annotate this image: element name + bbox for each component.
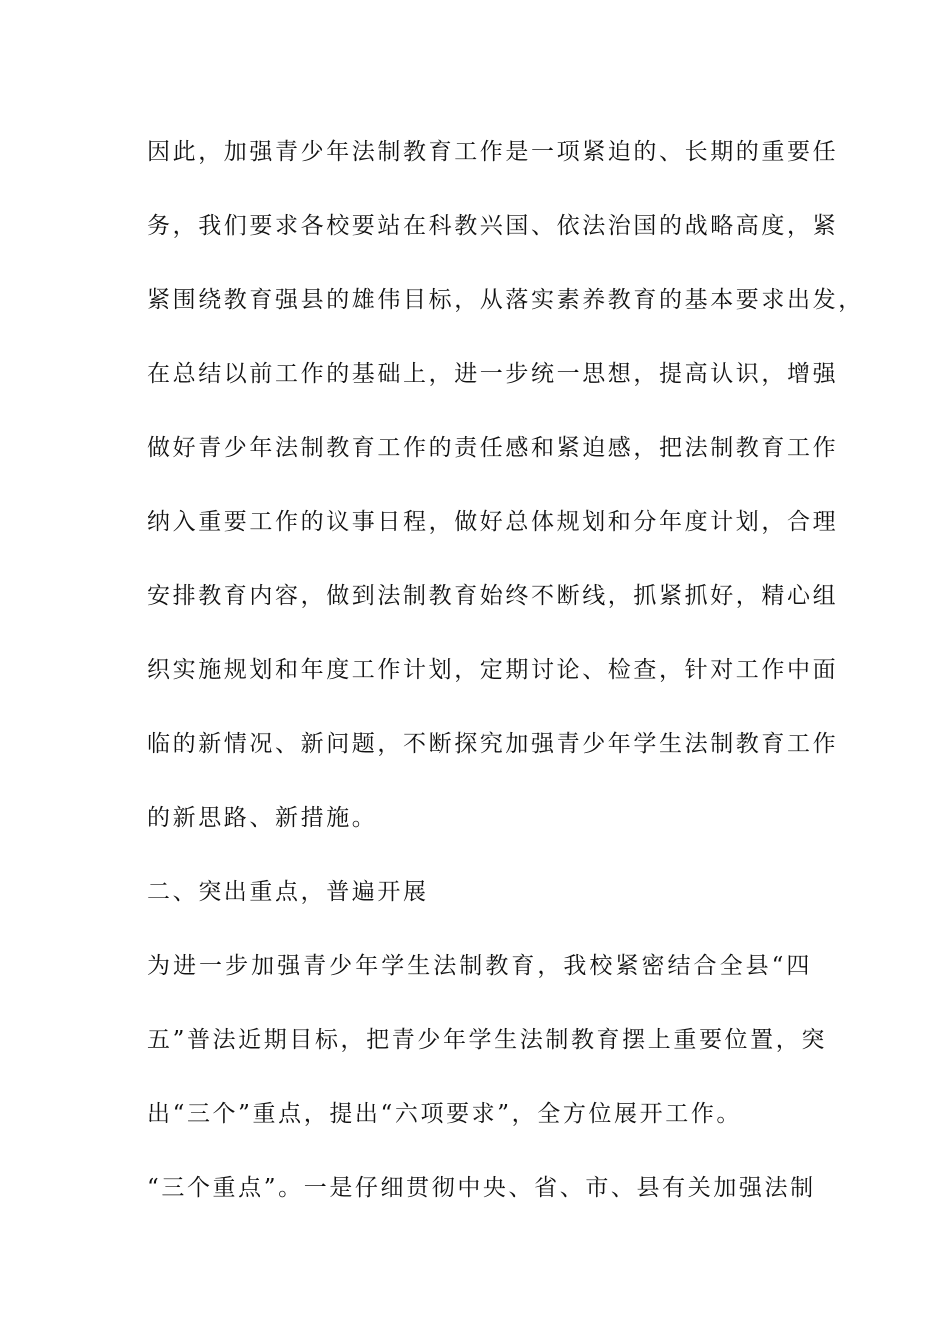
paragraph-line: 务，我们要求各校要站在科教兴国、依法治国的战略高度，紧: [147, 213, 839, 239]
paragraph-line: 因此，加强青少年法制教育工作是一项紧迫的、长期的重要任: [147, 139, 839, 165]
paragraph-line: 紧围绕教育强县的雄伟目标，从落实素养教育的基本要求出发，: [147, 287, 864, 313]
paragraph-line: 在总结以前工作的基础上，进一步统一思想，提高认识，增强: [147, 361, 839, 387]
paragraph-line: 织实施规划和年度工作计划，定期讨论、检查，针对工作中面: [147, 657, 839, 683]
paragraph-line: 临的新情况、新问题，不断探究加强青少年学生法制教育工作: [147, 731, 839, 757]
paragraph-line: 为进一步加强青少年学生法制教育，我校紧密结合全县“四: [147, 953, 812, 979]
section-heading: 二、突出重点，普遍开展: [147, 879, 429, 905]
paragraph-line: 的新思路、新措施。: [147, 805, 378, 831]
paragraph-line: 安排教育内容，做到法制教育始终不断线，抓紧抓好，精心组: [147, 583, 839, 609]
paragraph-line: “三个重点”。一是仔细贯彻中央、省、市、县有关加强法制: [147, 1175, 816, 1201]
paragraph-line: 出“三个”重点，提出“六项要求”，全方位展开工作。: [147, 1101, 743, 1127]
paragraph-line: 五”普法近期目标，把青少年学生法制教育摆上重要位置，突: [147, 1027, 827, 1053]
paragraph-line: 纳入重要工作的议事日程，做好总体规划和分年度计划，合理: [147, 509, 839, 535]
paragraph-line: 做好青少年法制教育工作的责任感和紧迫感，把法制教育工作: [147, 435, 839, 461]
